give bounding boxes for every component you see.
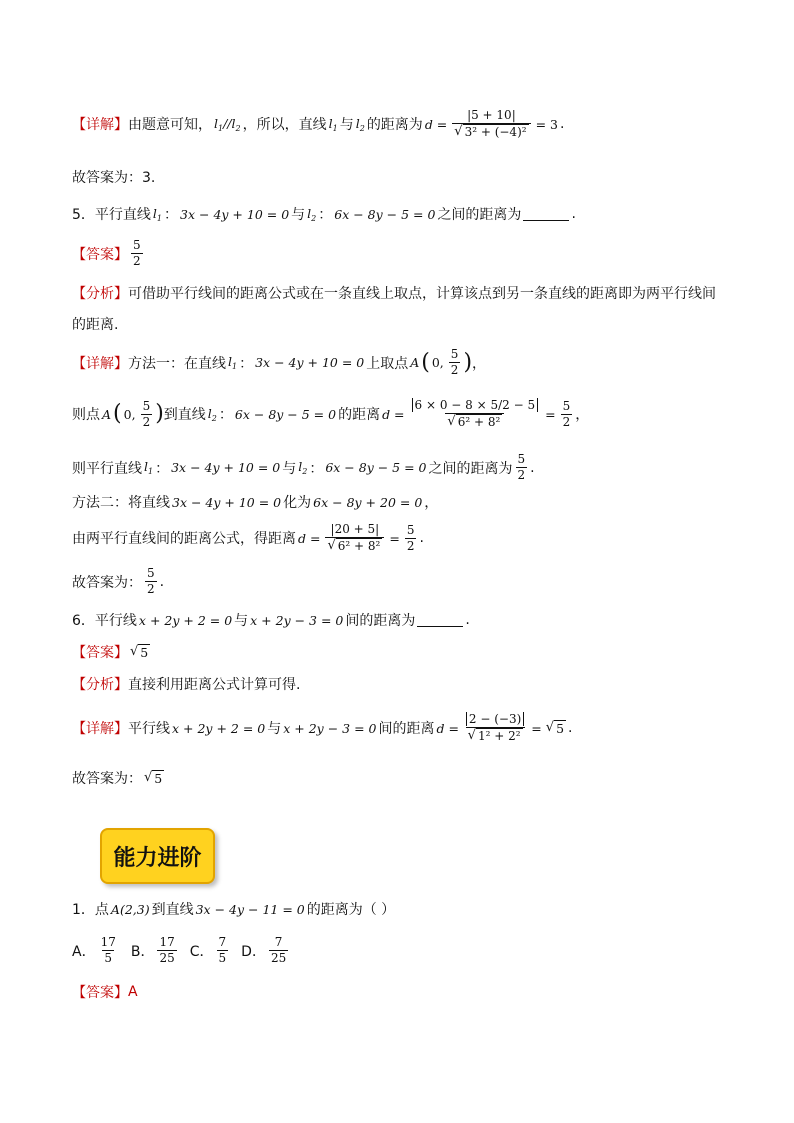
point-A: A: [410, 355, 420, 370]
sqrt-5: √ 5: [144, 770, 163, 786]
math-eq3: x + 2y + 2 = 0: [138, 612, 233, 628]
q5-method1-line2: 则点 A ( 0, $\frac{5}{2}$ ) 到直线 $l_2$ ： 6x − 8y − 5 = 0 的距离 d = 6 × 0 − 8 × 5/2 − 5 √ 6² + 8² = $\frac{5}{2}$ ，: [72, 398, 590, 429]
paren: (: [113, 401, 122, 427]
math-l1: $l_1$: [228, 354, 238, 371]
text: 的距离为（ ）: [306, 902, 396, 918]
distance-fraction: |20 + 5| √ 6² + 8²: [325, 522, 384, 554]
detail-label: 【详解】: [72, 117, 128, 134]
analysis-text: 可借助平行线间的距离公式或在一条直线上取点，计算该点到另一条直线的距离即为两平行线间: [128, 286, 716, 302]
math-eq2: 6x − 8y − 5 = 0: [334, 206, 436, 222]
text: 到直线: [151, 902, 194, 918]
math-parallel: $l_1//l_2$: [214, 115, 241, 133]
math-l1: $l_1$: [328, 115, 338, 133]
text: 化为: [283, 495, 312, 511]
text: 间的距离: [378, 721, 435, 738]
math-d: d =: [298, 530, 321, 546]
text: 与: [282, 460, 297, 477]
paren: ): [463, 349, 473, 375]
math-eq4: x + 2y − 3 = 0: [283, 720, 377, 736]
q5-analysis-line-2: [72, 314, 118, 334]
advanced-answer-line: [72, 982, 138, 1002]
distance-fraction: 2 − (−3) √ 1² + 2²: [464, 712, 526, 744]
answer-blank: [417, 614, 463, 627]
text: 方法二：将直线: [72, 495, 170, 511]
answer-fraction: $\frac{5}{2}$: [133, 238, 141, 268]
math-eq1b: 6x − 8y + 20 = 0: [313, 494, 423, 510]
text: 到直线: [163, 407, 206, 424]
text: 的距离为: [366, 117, 423, 134]
text: 则平行直线: [72, 460, 142, 477]
text: 的距离: [338, 407, 381, 424]
sqrt-5: √ 5: [130, 644, 149, 660]
math-eq1: 3x − 4y + 10 = 0: [180, 206, 290, 222]
text: 平行线: [128, 721, 170, 738]
text: 1．点: [72, 902, 109, 918]
text: 方法一：在直线: [128, 355, 226, 372]
analysis-text: 的距离.: [72, 317, 119, 333]
advanced-question-1: [72, 899, 395, 919]
math-value: 3: [550, 116, 558, 132]
result-fraction: $\frac{5}{2}$: [517, 452, 526, 482]
text: 间的距离为: [345, 613, 416, 629]
text: 5．平行直线: [72, 207, 151, 223]
analysis-label: 【分析】: [72, 677, 128, 693]
answer-text: 故答案为：3.: [72, 170, 156, 186]
text: 由两平行直线间的距离公式，得距离: [72, 531, 296, 548]
answer-value: A: [128, 984, 138, 1000]
q6-analysis-line: [72, 674, 300, 694]
q6-detail-line: 【详解】 平行线 x + 2y + 2 = 0 与 x + 2y − 3 = 0 间的距离 d = 2 − (−3) √ 1² + 2² = √ 5 .: [72, 712, 573, 743]
math-l1: $l_1$: [144, 459, 154, 476]
text: 与: [339, 117, 354, 134]
paren: ): [155, 401, 164, 427]
section-badge: 能力进阶: [100, 828, 215, 884]
math-eq: =: [389, 530, 400, 546]
math-zero: 0,: [123, 406, 136, 422]
distance-fraction: 6 × 0 − 8 × 5/2 − 5 √ 6² + 8²: [410, 398, 541, 430]
text: 上取点: [366, 355, 409, 372]
options-row: [72, 935, 301, 966]
math-eq1: 3x − 4y + 10 = 0: [171, 460, 281, 475]
text: 与: [291, 207, 306, 223]
question-6: 6．平行线 x + 2y + 2 = 0 与 x + 2y − 3 = 0 间的距离为 .: [72, 612, 470, 629]
text: 与: [234, 613, 249, 629]
analysis-label: 【分析】: [72, 286, 128, 302]
math-eq4: x + 2y − 3 = 0: [250, 612, 344, 628]
math-eq1: 3x − 4y + 10 = 0: [172, 494, 282, 510]
math-l2: $l_2$: [207, 405, 217, 423]
fraction: $\frac{5}{2}$: [450, 347, 459, 377]
math-zero: 0,: [431, 355, 444, 370]
q6-answer-line: [72, 642, 152, 662]
result-fraction: $\frac{5}{2}$: [147, 566, 155, 596]
text: 与: [267, 721, 282, 738]
fraction-distance: |5 + 10| √ 3² + (−4)²: [452, 108, 530, 140]
math-d: d =: [382, 406, 405, 422]
text: 之间的距离为: [437, 207, 522, 223]
math-eq2: 6x − 8y − 5 = 0: [234, 406, 337, 422]
text: 由题意可知，: [128, 117, 212, 134]
question-5: 5．平行直线 $l_1$ ： 3x − 4y + 10 = 0 与 $l_2$ ： 6x − 8y − 5 = 0 之间的距离为 .: [72, 205, 576, 223]
answer-label: 【答案】: [72, 246, 128, 263]
sqrt-5: √ 5: [545, 720, 565, 737]
q5-answer-line: [72, 238, 146, 269]
text: 则点: [72, 407, 100, 424]
math-d: d =: [436, 720, 459, 736]
math-d: d =: [424, 116, 448, 132]
option-b[interactable]: B． $\frac{17}{25}$: [130, 935, 175, 965]
answer-label: 【答案】: [72, 645, 128, 661]
math-l2: $l_2$: [307, 205, 317, 223]
text: 故答案为：: [72, 771, 142, 787]
math-l2: $l_2$: [355, 115, 365, 133]
text: 故答案为：: [72, 574, 142, 591]
q5-method2-line2: 由两平行直线间的距离公式，得距离 d = |20 + 5| √ 6² + 8² = $\frac{5}{2}$ .: [72, 522, 424, 553]
q5-method2-line1: 方法二：将直线 3x − 4y + 10 = 0 化为 6x − 8y + 20 = 0 ，: [72, 492, 438, 512]
option-d[interactable]: D． $\frac{7}{25}$: [241, 935, 287, 965]
math-l2: $l_2$: [298, 459, 308, 476]
text: 之间的距离为: [428, 460, 513, 477]
math-eq: =: [535, 116, 547, 132]
math-eq5: 3x − 4y − 11 = 0: [195, 901, 305, 917]
math-eq1: 3x − 4y + 10 = 0: [255, 355, 365, 370]
text: 6．平行线: [72, 613, 137, 629]
fraction: $\frac{5}{2}$: [142, 398, 151, 429]
option-c[interactable]: C． $\frac{7}{5}$: [189, 935, 227, 965]
prev-answer-line: [72, 167, 155, 187]
answer-label: 【答案】: [72, 985, 128, 1001]
option-a[interactable]: A． $\frac{17}{5}$: [72, 935, 116, 965]
q6-final-answer: [72, 768, 166, 788]
result-fraction: $\frac{5}{2}$: [406, 522, 415, 553]
q5-analysis-line: [72, 283, 716, 303]
q5-final-answer: 故答案为： $\frac{5}{2}$ .: [72, 566, 165, 596]
q5-method1-line3: 则平行直线 $l_1$ ： 3x − 4y + 10 = 0 与 $l_2$ ： 6x − 8y − 5 = 0 之间的距离为 $\frac{5}{2}$ .: [72, 452, 535, 482]
paren: (: [421, 349, 430, 375]
math-eq3: x + 2y + 2 = 0: [172, 720, 266, 736]
math-l1: $l_1$: [152, 205, 163, 223]
analysis-text: 直接利用距离公式计算可得.: [128, 677, 301, 693]
detail-label: 【详解】: [72, 355, 128, 372]
math-eq2: 6x − 8y − 5 = 0: [325, 460, 427, 475]
math-eq: =: [545, 406, 556, 422]
point-A: A(2,3): [110, 901, 150, 917]
result-fraction: $\frac{5}{2}$: [562, 398, 571, 429]
text: ，所以，直线: [242, 117, 327, 134]
answer-blank: [523, 208, 569, 221]
detail-label: 【详解】: [72, 721, 128, 738]
point-A: A: [102, 406, 112, 422]
math-eq: =: [531, 720, 542, 736]
prev-detail-line: 【详解】 由题意可知， $l_1//l_2$ ，所以，直线 $l_1$ 与 $l_2$ 的距离为 d = |5 + 10| √ 3² + (−4)² = 3 .: [72, 108, 565, 139]
q5-method1-line1: 【详解】 方法一：在直线 $l_1$ ： 3x − 4y + 10 = 0 上取点 A ( 0, $\frac{5}{2}$ ) ，: [72, 347, 487, 377]
